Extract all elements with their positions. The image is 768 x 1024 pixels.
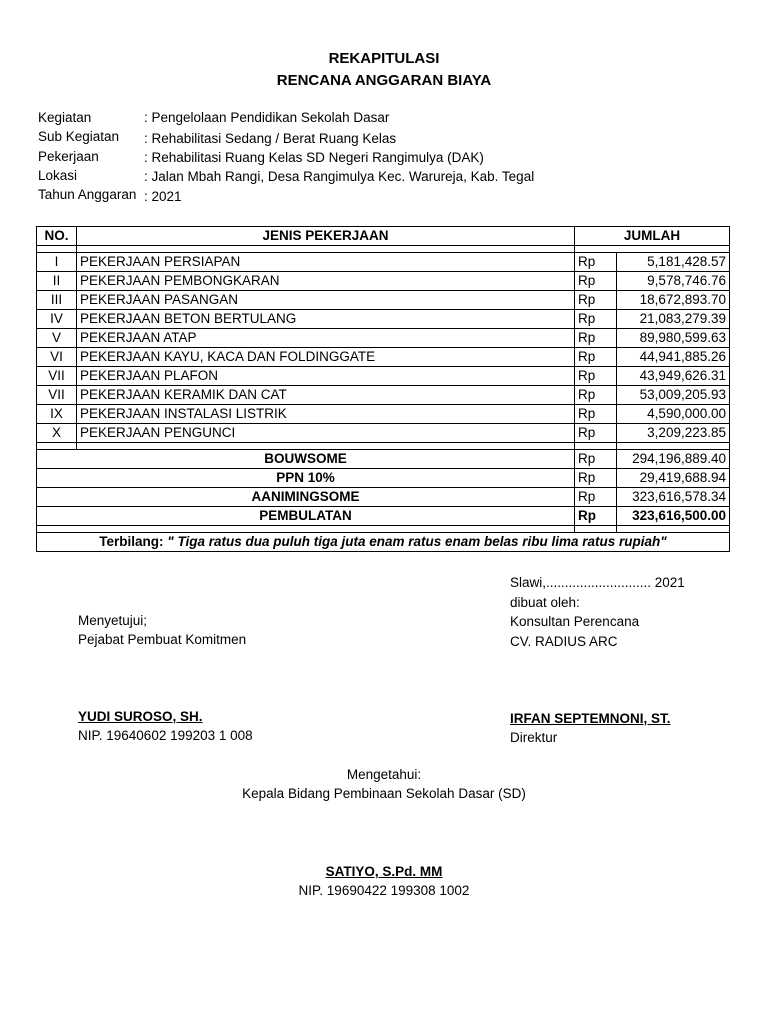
- summary-currency: Rp: [575, 488, 617, 507]
- row-currency: Rp: [575, 367, 617, 386]
- row-no: III: [37, 291, 77, 310]
- summary-value: 29,419,688.94: [617, 469, 730, 488]
- row-jenis: PEKERJAAN PEMBONGKARAN: [77, 272, 575, 291]
- row-currency: Rp: [575, 348, 617, 367]
- info-value-sub-kegiatan: : Rehabilitasi Sedang / Berat Ruang Kelas: [144, 131, 397, 146]
- terbilang-cell: [37, 533, 730, 552]
- row-currency: Rp: [575, 386, 617, 405]
- spacer-row: [37, 526, 730, 533]
- table-header-row: [37, 227, 730, 246]
- row-jenis: PEKERJAAN BETON BERTULANG: [77, 310, 575, 329]
- place-date: Slawi,............................ 2021: [510, 575, 685, 590]
- row-jumlah: 3,209,223.85: [617, 424, 730, 443]
- summary-row-aanimingsome: [37, 488, 730, 507]
- approver-nip: NIP. 19640602 199203 1 008: [78, 728, 253, 743]
- head-role: Kepala Bidang Pembinaan Sekolah Dasar (SD): [242, 786, 526, 801]
- summary-value: 323,616,578.34: [617, 488, 730, 507]
- header-jumlah: JUMLAH: [575, 227, 730, 246]
- summary-label: PEMBULATAN: [37, 507, 575, 526]
- summary-label: PPN 10%: [37, 469, 575, 488]
- row-currency: Rp: [575, 272, 617, 291]
- row-jumlah: 5,181,428.57: [617, 253, 730, 272]
- row-no: IV: [37, 310, 77, 329]
- row-jenis: PEKERJAAN PENGUNCI: [77, 424, 575, 443]
- spacer-row: [37, 443, 730, 450]
- terbilang-row: [37, 533, 730, 552]
- row-currency: Rp: [575, 253, 617, 272]
- summary-row-ppn: [37, 469, 730, 488]
- row-jenis: PEKERJAAN INSTALASI LISTRIK: [77, 405, 575, 424]
- row-jenis: PEKERJAAN KERAMIK DAN CAT: [77, 386, 575, 405]
- row-jenis: PEKERJAAN PASANGAN: [77, 291, 575, 310]
- row-no: X: [37, 424, 77, 443]
- terbilang-text: " Tiga ratus dua puluh tiga juta enam ratus enam belas ribu lima ratus rupiah": [167, 534, 667, 549]
- row-no: IX: [37, 405, 77, 424]
- info-value-tahun-anggaran: : 2021: [144, 189, 182, 204]
- row-jenis: PEKERJAAN KAYU, KACA DAN FOLDINGGATE: [77, 348, 575, 367]
- row-jenis: PEKERJAAN ATAP: [77, 329, 575, 348]
- row-jenis: PEKERJAAN PERSIAPAN: [77, 253, 575, 272]
- info-label-kegiatan: Kegiatan: [38, 110, 92, 125]
- table-row: [37, 386, 730, 405]
- head-nip: NIP. 19690422 199308 1002: [298, 883, 470, 898]
- summary-label: BOUWSOME: [37, 450, 575, 469]
- head-name-wrap: [0, 864, 768, 879]
- consultant-company: CV. RADIUS ARC: [510, 634, 618, 649]
- row-jumlah: 89,980,599.63: [617, 329, 730, 348]
- summary-currency: Rp: [575, 507, 617, 526]
- row-jumlah: 21,083,279.39: [617, 310, 730, 329]
- table-row: [37, 253, 730, 272]
- table-row: [37, 424, 730, 443]
- info-label-lokasi: Lokasi: [38, 168, 78, 183]
- table-row: [37, 291, 730, 310]
- spacer-row: [37, 246, 730, 253]
- info-label-pekerjaan: Pekerjaan: [38, 149, 99, 164]
- header-jenis-pekerjaan: JENIS PEKERJAAN: [77, 227, 575, 246]
- row-jumlah: 9,578,746.76: [617, 272, 730, 291]
- info-label-sub-kegiatan: Sub Kegiatan: [38, 129, 120, 144]
- made-by-label: dibuat oleh:: [510, 595, 580, 610]
- summary-value: 294,196,889.40: [617, 450, 730, 469]
- row-no: VII: [37, 367, 77, 386]
- row-no: VII: [37, 386, 77, 405]
- row-currency: Rp: [575, 424, 617, 443]
- summary-label: AANIMINGSOME: [37, 488, 575, 507]
- summary-currency: Rp: [575, 469, 617, 488]
- director-name: IRFAN SEPTEMNONI, ST.: [510, 711, 671, 726]
- table-row: [37, 348, 730, 367]
- table-row: [37, 329, 730, 348]
- row-currency: Rp: [575, 329, 617, 348]
- table-row: [37, 367, 730, 386]
- document-title: REKAPITULASI: [328, 50, 440, 67]
- consultant-role: Konsultan Perencana: [510, 614, 640, 629]
- row-no: II: [37, 272, 77, 291]
- document-subtitle: RENCANA ANGGARAN BIAYA: [276, 72, 492, 89]
- info-value-lokasi: : Jalan Mbah Rangi, Desa Rangimulya Kec. Warureja, Kab. Tegal: [144, 169, 535, 184]
- row-no: I: [37, 253, 77, 272]
- head-name: SATIYO, S.Pd. MM: [325, 864, 443, 879]
- row-currency: Rp: [575, 291, 617, 310]
- director-role: Direktur: [510, 730, 558, 745]
- terbilang-label: Terbilang:: [99, 534, 164, 549]
- approver-name: YUDI SUROSO, SH.: [78, 709, 203, 724]
- info-value-kegiatan: : Pengelolaan Pendidikan Sekolah Dasar: [144, 110, 390, 125]
- info-value-pekerjaan: : Rehabilitasi Ruang Kelas SD Negeri Rangimulya (DAK): [144, 150, 484, 165]
- row-no: V: [37, 329, 77, 348]
- table-row: [37, 272, 730, 291]
- summary-row-bouwsome: [37, 450, 730, 469]
- approve-label: Menyetujui;: [78, 613, 148, 628]
- acknowledge-label: Mengetahui:: [346, 767, 422, 782]
- row-no: VI: [37, 348, 77, 367]
- summary-currency: Rp: [575, 450, 617, 469]
- row-jumlah: 43,949,626.31: [617, 367, 730, 386]
- row-currency: Rp: [575, 405, 617, 424]
- table-row: [37, 405, 730, 424]
- info-label-tahun-anggaran: Tahun Anggaran: [38, 187, 137, 202]
- row-jumlah: 18,672,893.70: [617, 291, 730, 310]
- approver-role: Pejabat Pembuat Komitmen: [78, 632, 247, 647]
- row-currency: Rp: [575, 310, 617, 329]
- row-jumlah: 4,590,000.00: [617, 405, 730, 424]
- header-no: NO.: [37, 227, 77, 246]
- budget-table: [36, 226, 730, 552]
- row-jumlah: 44,941,885.26: [617, 348, 730, 367]
- row-jumlah: 53,009,205.93: [617, 386, 730, 405]
- summary-value: 323,616,500.00: [617, 507, 730, 526]
- table-row: [37, 310, 730, 329]
- row-jenis: PEKERJAAN PLAFON: [77, 367, 575, 386]
- summary-row-pembulatan: [37, 507, 730, 526]
